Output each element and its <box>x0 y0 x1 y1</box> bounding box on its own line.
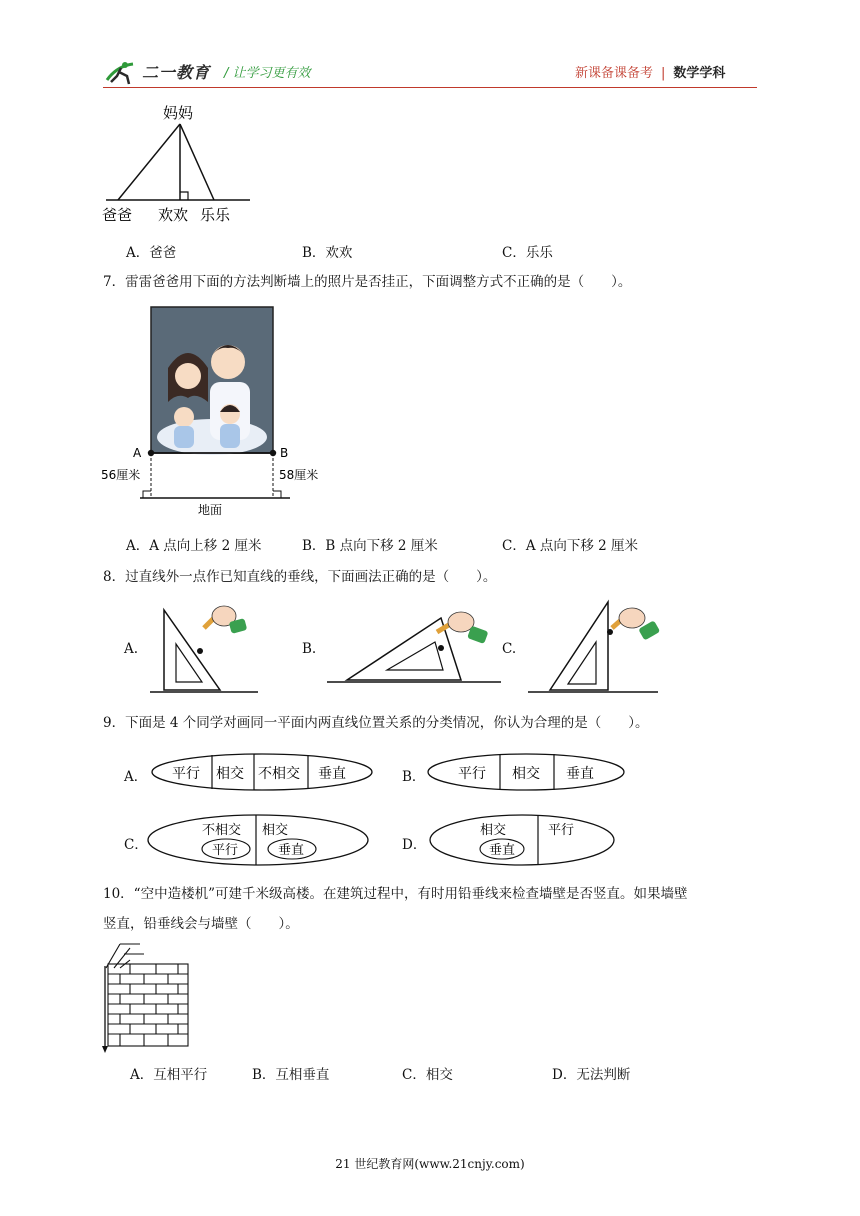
q8-figure-b <box>325 600 503 696</box>
pencil-hand-icon <box>204 606 247 634</box>
header-tag: 新课备课备考 <box>575 66 654 81</box>
q10-option-d: D．无法判断 <box>552 1067 631 1083</box>
q7-left-height: 56厘米 <box>101 468 141 482</box>
q6-label-mom: 妈妈 <box>163 104 194 122</box>
q6-option-c: C．乐乐 <box>502 245 553 261</box>
q6-label-lele: 乐乐 <box>200 206 231 224</box>
q9-a-cell-2: 相交 <box>216 766 244 782</box>
q9-option-c-letter: C． <box>124 837 148 853</box>
q9-option-d-diagram <box>428 812 616 868</box>
q7-text: 7．雷雷爸爸用下面的方法判断墙上的照片是否挂正，下面调整方式不正确的是（ ）。 <box>103 274 632 290</box>
pencil-hand-icon <box>612 608 660 641</box>
q8-option-b: B. <box>302 641 317 657</box>
q9-option-d-letter: D． <box>402 837 427 853</box>
q9-c-right-top: 相交 <box>262 823 289 838</box>
q10-option-a: A．互相平行 <box>130 1067 208 1083</box>
q6-triangle-figure <box>100 100 260 230</box>
q7-option-c: C．A 点向下移 2 厘米 <box>502 538 639 554</box>
q9-a-cell-3: 不相交 <box>258 766 300 782</box>
q7-ground-label: 地面 <box>198 503 223 517</box>
q9-option-b-letter: B． <box>402 769 426 785</box>
q6-label-huanhuan: 欢欢 <box>158 206 189 224</box>
header-subject: 数学学科 <box>673 66 726 81</box>
q9-d-left-top: 相交 <box>480 823 507 838</box>
q9-d-left-inner: 垂直 <box>489 843 516 858</box>
q10-brick-wall-figure <box>100 940 192 1058</box>
q9-a-cell-4: 垂直 <box>318 766 346 782</box>
logo-icon <box>103 58 143 90</box>
q7-option-a: A．A 点向上移 2 厘米 <box>126 538 262 554</box>
q7-photo-figure <box>100 302 340 520</box>
q9-c-left-inner: 平行 <box>212 843 239 858</box>
q7-right-height: 58厘米 <box>279 468 319 482</box>
q7-point-a: A <box>133 446 142 460</box>
q8-option-a: A. <box>124 641 139 657</box>
q8-figure-a <box>148 598 263 696</box>
q7-point-b: B <box>280 446 289 460</box>
q9-d-right-top: 平行 <box>548 823 575 838</box>
q10-option-b: B．互相垂直 <box>252 1067 330 1083</box>
q8-figure-c <box>524 598 670 696</box>
plumb-bob-icon <box>102 1046 108 1053</box>
q10-text-line1: 10．“空中造楼机”可建千米级高楼。在建筑过程中，有时用铅垂线来检查墙壁是否竖直。如果墙壁 <box>103 886 688 902</box>
q8-text: 8．过直线外一点作已知直线的垂线，下面画法正确的是（ ）。 <box>103 569 497 585</box>
q6-label-dad: 爸爸 <box>102 206 133 224</box>
header-divider <box>103 87 757 88</box>
q9-b-cell-3: 垂直 <box>566 766 594 782</box>
slogan: / 让学习更有效 <box>224 66 311 81</box>
q8-option-c: C. <box>502 641 517 657</box>
q10-option-c: C．相交 <box>402 1067 453 1083</box>
q7-option-b: B．B 点向下移 2 厘米 <box>302 538 438 554</box>
q9-option-b-diagram <box>426 752 630 794</box>
q10-text-line2: 竖直，铅垂线会与墙壁（ ）。 <box>103 916 299 932</box>
logo-text: 二一教育 <box>142 63 211 82</box>
q9-b-cell-2: 相交 <box>512 766 540 782</box>
q6-option-a: A．爸爸 <box>126 245 177 261</box>
header-right <box>575 62 725 81</box>
q9-option-c-diagram <box>146 812 372 868</box>
q9-a-cell-1: 平行 <box>172 766 200 782</box>
q6-option-b: B．欢欢 <box>302 245 353 261</box>
q9-c-left-top: 不相交 <box>202 823 242 838</box>
header-separator: | <box>661 66 666 81</box>
pencil-hand-icon <box>437 612 488 644</box>
q9-option-a-letter: A． <box>124 769 148 785</box>
q9-c-right-inner: 垂直 <box>278 843 305 858</box>
q9-text: 9．下面是 4 个同学对画同一平面内两直线位置关系的分类情况，你认为合理的是（ ）。 <box>103 715 649 731</box>
page-footer: 21 世纪教育网(www.21cnjy.com) <box>335 1157 525 1171</box>
q9-option-a-diagram <box>150 752 376 794</box>
q9-b-cell-1: 平行 <box>458 766 486 782</box>
